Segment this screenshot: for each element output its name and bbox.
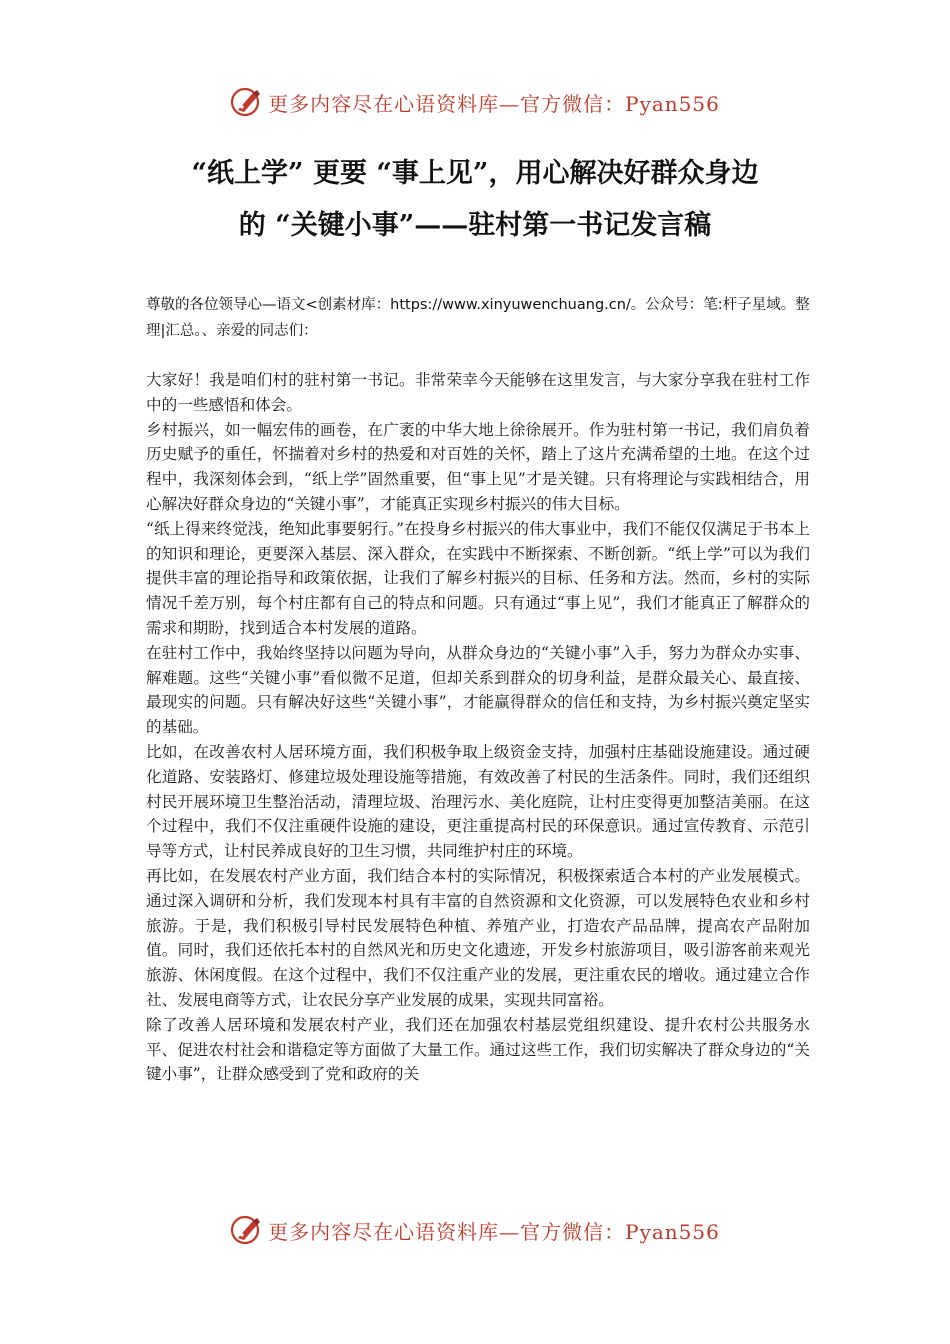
header-banner: [0, 80, 950, 124]
paragraph: 大家好！我是咱们村的驻村第一书记。非常荣幸今天能够在这里发言，与大家分享我在驻村工作中的一些感悟和体会。: [146, 371, 810, 414]
paragraph: 在驻村工作中，我始终坚持以问题为导向，从群众身边的“关键小事”入手，努力为群众办实事、解难题。这些“关键小事”看似微不足道，但却关系到群众的切身利益，是群众最关心、最直接、最现实的问题。只有解决好这些“关键小事”，才能赢得群众的信任和支持，为乡村振兴奠定坚实的基础。: [146, 643, 810, 737]
paragraph: 比如，在改善农村人居环境方面，我们积极争取上级资金支持，加强村庄基础设施建设。通过硬化道路、安装路灯、修建垃圾处理设施等措施，有效改善了村民的生活条件。同时，我们还组织村民开展环境卫生整治活动，清理垃圾、治理污水、美化庭院，让村庄变得更加整洁美丽。在这个过程中，我们不仅注重硬件设施的建设，更注重提高村民的环保意识。通过宣传教育、示范引导等方式，让村民养成良好的卫生习惯，共同维护村庄的环境。: [146, 742, 810, 861]
footer-banner: [0, 1208, 950, 1252]
banner-text: 更多内容尽在心语资料库—官方微信：Pyan556: [268, 91, 720, 116]
banner-text: 更多内容尽在心语资料库—官方微信：Pyan556: [268, 1219, 720, 1244]
document-body: [146, 368, 810, 1087]
title-line-2: 的 “关键小事”——驻村第一书记发言稿: [238, 210, 712, 241]
salutation: 尊敬的各位领导心—语文<创素材库：https://www.xinyuwenchuang.cn/。公众号：笔:杆子星域。整理|汇总。、亲爱的同志们：: [146, 297, 810, 339]
document-title: [100, 148, 850, 252]
paragraph: 乡村振兴，如一幅宏伟的画卷，在广袤的中华大地上徐徐展开。作为驻村第一书记，我们肩负着历史赋予的重任，怀揣着对乡村的热爱和对百姓的关怀，踏上了这片充满希望的土地。在这个过程中，我深刻体会到，“纸上学”固然重要，但“事上见”才是关键。只有将理论与实践相结合，用心解决好群众身边的“关键小事”，才能真正实现乡村振兴的伟大目标。: [146, 420, 810, 513]
paragraph: 除了改善人居环境和发展农村产业，我们还在加强农村基层党组织建设、提升农村公共服务水平、促进农村社会和谐稳定等方面做了大量工作。通过这些工作，我们切实解决了群众身边的“关键小事”，让群众感受到了党和政府的关: [146, 1015, 810, 1084]
pen-nib-logo-icon: [230, 85, 264, 119]
title-line-1: “纸上学” 更要 “事上见”，用心解决好群众身边: [191, 158, 759, 189]
paragraph: “纸上得来终觉浅，绝知此事要躬行。”在投身乡村振兴的伟大事业中，我们不能仅仅满足于书本上的知识和理论，更要深入基层、深入群众，在实践中不断探索、不断创新。“纸上学”可以为我们提供丰富的理论指导和政策依据，让我们了解乡村振兴的目标、任务和方法。然而，乡村的实际情况千差万别，每个村庄都有自己的特点和问题。只有通过“事上见”，我们才能真正了解群众的需求和期盼，找到适合本村发展的道路。: [146, 519, 810, 637]
paragraph: 再比如，在发展农村产业方面，我们结合本村的实际情况，积极探索适合本村的产业发展模式。通过深入调研和分析，我们发现本村具有丰富的自然资源和文化资源，可以发展特色农业和乡村旅游。于是，我们积极引导村民发展特色种植、养殖产业，打造农产品品牌，提高农产品附加值。同时，我们还依托本村的自然风光和历史文化遗迹，开发乡村旅游项目，吸引游客前来观光旅游、休闲度假。在这个过程中，我们不仅注重产业的发展，更注重农民的增收。通过建立合作社、发展电商等方式，让农民分享产业发展的成果，实现共同富裕。: [146, 866, 810, 1009]
pen-nib-logo-icon: [230, 1213, 264, 1247]
